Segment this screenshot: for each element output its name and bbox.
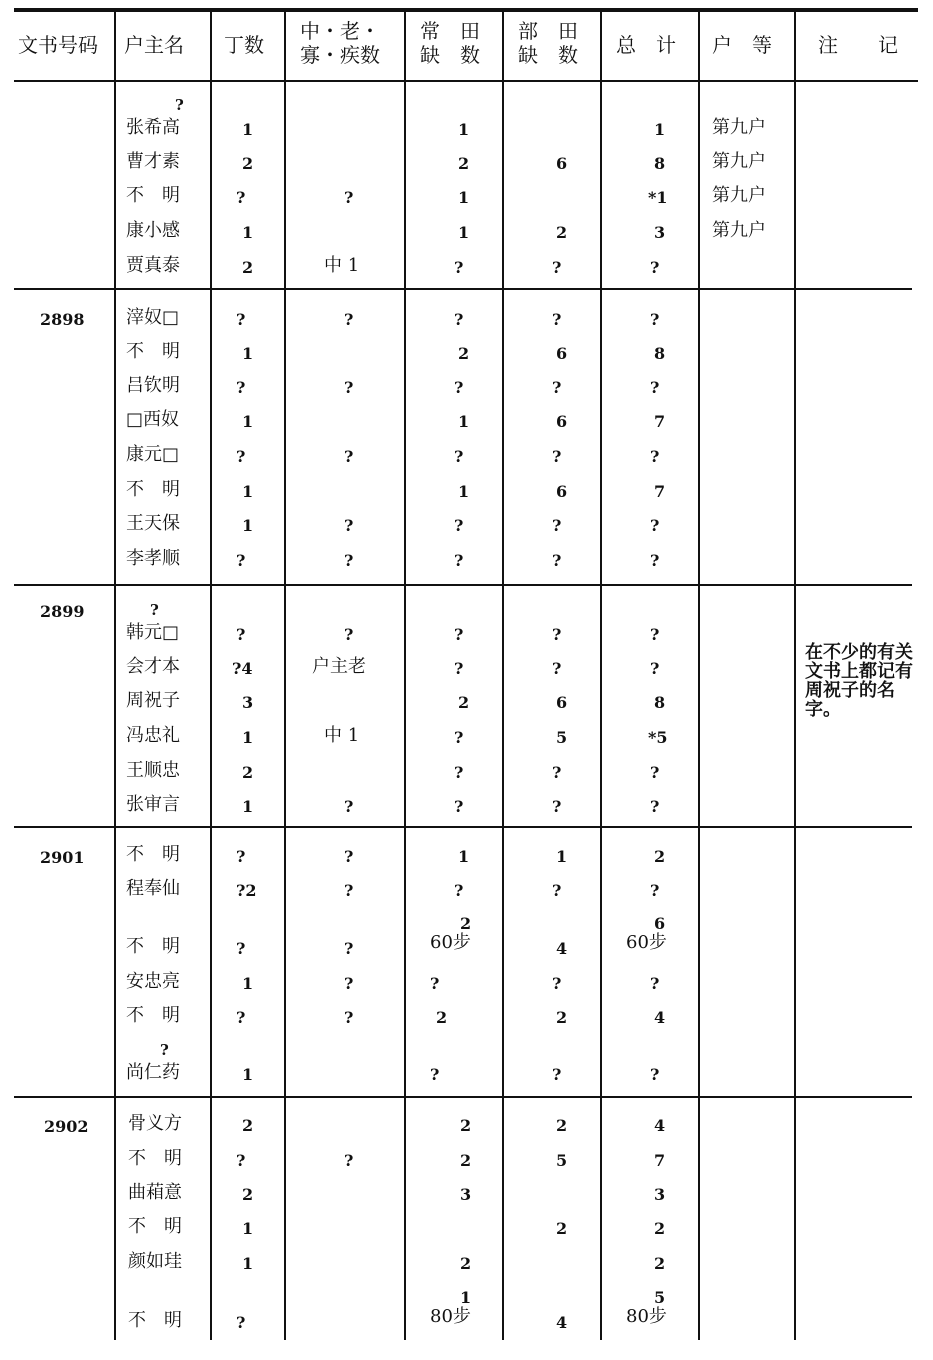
chang-deficit: 1 xyxy=(458,188,470,207)
chang-deficit: ? xyxy=(430,974,440,993)
total: 4 xyxy=(654,1008,666,1027)
total: 8 xyxy=(654,154,666,173)
total: ? xyxy=(650,1065,660,1084)
bu-deficit: 6 xyxy=(556,154,568,173)
total: ? xyxy=(650,516,660,535)
bu-deficit: 5 xyxy=(556,1151,568,1170)
chang-deficit: ? xyxy=(454,881,464,900)
chang-deficit: 2 xyxy=(458,344,470,363)
bu-deficit: 6 xyxy=(556,412,568,431)
header-total: 总 计 xyxy=(616,33,676,57)
zhong-count: 中 1 xyxy=(324,255,360,276)
annotation-note: 在不少的有关文书上都记有周祝子的名字。 xyxy=(805,642,913,720)
header-bu-line2: 缺 数 xyxy=(518,43,578,67)
head-name: 会才本 xyxy=(126,656,180,677)
total: *1 xyxy=(648,188,668,207)
total: ? xyxy=(650,625,660,644)
group-rule xyxy=(14,826,912,828)
total: 7 xyxy=(654,412,666,431)
head-name: 王顺忠 xyxy=(126,760,180,781)
header-doc-no: 文书号码 xyxy=(18,33,98,57)
bu-deficit: 6 xyxy=(556,693,568,712)
total: 8 xyxy=(654,344,666,363)
chang-deficit: 2 xyxy=(458,693,470,712)
header-head-name: 户主名 xyxy=(124,33,184,57)
zhong-count: ? xyxy=(344,881,354,900)
group-rule xyxy=(14,288,912,290)
chang-deficit: ? xyxy=(454,551,464,570)
chang-deficit: ? xyxy=(454,625,464,644)
head-name: 骨义方 xyxy=(128,1113,182,1134)
head-name: 不 明 xyxy=(126,341,180,362)
zhong-count: ? xyxy=(344,516,354,535)
head-name: 冯忠礼 xyxy=(126,725,180,746)
chang-deficit-steps: 80步 xyxy=(430,1306,471,1327)
zhong-count: ? xyxy=(344,939,354,958)
bu-deficit: ? xyxy=(552,551,562,570)
total: ? xyxy=(650,310,660,329)
bu-deficit: 2 xyxy=(556,223,568,242)
total: ? xyxy=(650,378,660,397)
zhong-count: 中 1 xyxy=(324,725,360,746)
name-uncertain-mark: ? xyxy=(175,96,184,114)
bu-deficit: ? xyxy=(552,310,562,329)
head-name: 不 明 xyxy=(126,479,180,500)
total: ? xyxy=(650,881,660,900)
ding-count: 2 xyxy=(242,258,254,277)
ding-count: 2 xyxy=(242,1185,254,1204)
head-name: 不 明 xyxy=(128,1310,182,1331)
header-note: 注 记 xyxy=(818,33,898,57)
head-name: 滓奴□ xyxy=(126,307,180,328)
header-chang-line2: 缺 数 xyxy=(420,43,480,67)
ding-count: ?2 xyxy=(236,881,257,900)
head-name: 张希高 xyxy=(126,117,180,138)
ding-count: ? xyxy=(236,1313,246,1332)
chang-deficit: 2 xyxy=(460,1151,472,1170)
chang-deficit: ? xyxy=(430,1065,440,1084)
zhong-count: ? xyxy=(344,1151,354,1170)
head-name: 周祝子 xyxy=(126,690,180,711)
head-name: 曲葙意 xyxy=(128,1182,182,1203)
doc-number: 2898 xyxy=(40,310,85,329)
ding-count: 1 xyxy=(242,223,254,242)
head-name: 王天保 xyxy=(126,513,180,534)
name-uncertain-mark: ? xyxy=(160,1041,169,1059)
chang-deficit: ? xyxy=(454,763,464,782)
head-name: 不 明 xyxy=(128,1148,182,1169)
ding-count: ? xyxy=(236,1151,246,1170)
head-name: 不 明 xyxy=(126,1005,180,1026)
zhong-count: ? xyxy=(344,625,354,644)
ding-count: ? xyxy=(236,188,246,207)
ding-count: 1 xyxy=(242,516,254,535)
zhong-count: ? xyxy=(344,1008,354,1027)
total: ? xyxy=(650,258,660,277)
household-grade: 第九户 xyxy=(712,185,766,206)
top-rule xyxy=(14,8,918,12)
head-name: 不 明 xyxy=(126,936,180,957)
chang-deficit: 2 xyxy=(458,154,470,173)
total: *5 xyxy=(648,728,668,747)
total: 2 xyxy=(654,1219,666,1238)
doc-number: 2902 xyxy=(44,1117,89,1136)
bu-deficit: ? xyxy=(552,378,562,397)
chang-deficit: 1 xyxy=(458,412,470,431)
zhong-count: ? xyxy=(344,974,354,993)
column-rule xyxy=(284,12,286,1340)
bu-deficit: ? xyxy=(552,881,562,900)
column-rule xyxy=(600,12,602,1340)
total: 4 xyxy=(654,1116,666,1135)
chang-deficit: 1 xyxy=(458,223,470,242)
zhong-count: ? xyxy=(344,847,354,866)
bu-deficit: ? xyxy=(552,516,562,535)
chang-deficit: 2 xyxy=(460,1116,472,1135)
chang-deficit: ? xyxy=(454,659,464,678)
head-name: 不 明 xyxy=(128,1216,182,1237)
total: ? xyxy=(650,797,660,816)
ding-count: 1 xyxy=(242,1065,254,1084)
bu-deficit: ? xyxy=(552,625,562,644)
chang-deficit: 2 xyxy=(436,1008,448,1027)
total: 7 xyxy=(654,482,666,501)
household-grade: 第九户 xyxy=(712,117,766,138)
head-name: 康元□ xyxy=(126,444,180,465)
zhong-count: 户主老 xyxy=(312,656,366,677)
ding-count: 1 xyxy=(242,1219,254,1238)
bu-deficit: ? xyxy=(552,659,562,678)
column-rule xyxy=(114,12,116,1340)
bu-deficit: 2 xyxy=(556,1219,568,1238)
head-name: 程奉仙 xyxy=(126,878,180,899)
chang-deficit: ? xyxy=(454,310,464,329)
doc-number: 2899 xyxy=(40,602,85,621)
head-name: 尚仁药 xyxy=(126,1062,180,1083)
name-uncertain-mark: ? xyxy=(150,601,159,619)
group-rule xyxy=(14,1096,912,1098)
ding-count: ?4 xyxy=(232,659,253,678)
head-name: 贾真泰 xyxy=(126,255,180,276)
head-name: 吕钦明 xyxy=(126,375,180,396)
head-name: 不 明 xyxy=(126,185,180,206)
total-steps: 60步 xyxy=(626,932,667,953)
group-rule xyxy=(14,584,912,586)
bu-deficit: ? xyxy=(552,974,562,993)
household-grade: 第九户 xyxy=(712,151,766,172)
header-hudeng: 户 等 xyxy=(712,33,772,57)
bu-deficit: ? xyxy=(552,763,562,782)
total: 3 xyxy=(654,223,666,242)
ding-count: 1 xyxy=(242,797,254,816)
head-name: 李孝顺 xyxy=(126,548,180,569)
chang-deficit: 1 xyxy=(458,120,470,139)
head-name: 曹才素 xyxy=(126,151,180,172)
chang-deficit: ? xyxy=(454,258,464,277)
header-rule xyxy=(14,80,918,82)
head-name: 韩元□ xyxy=(126,622,180,643)
ding-count: ? xyxy=(236,551,246,570)
total: ? xyxy=(650,659,660,678)
ding-count: ? xyxy=(236,1008,246,1027)
chang-deficit: ? xyxy=(454,728,464,747)
header-bu-line1: 部 田 xyxy=(518,19,578,43)
total: ? xyxy=(650,763,660,782)
column-rule xyxy=(404,12,406,1340)
bu-deficit: 5 xyxy=(556,728,568,747)
ding-count: 2 xyxy=(242,763,254,782)
ding-count: 1 xyxy=(242,974,254,993)
chang-deficit-steps: 60步 xyxy=(430,932,471,953)
chang-deficit: ? xyxy=(454,797,464,816)
bu-deficit: ? xyxy=(552,797,562,816)
total: ? xyxy=(650,974,660,993)
chang-deficit: ? xyxy=(454,516,464,535)
chang-deficit: 1 xyxy=(460,1288,472,1307)
chang-deficit: 3 xyxy=(460,1185,472,1204)
chang-deficit: 2 xyxy=(460,1254,472,1273)
total: ? xyxy=(650,551,660,570)
header-chang-line1: 常 田 xyxy=(420,19,480,43)
ding-count: 2 xyxy=(242,1116,254,1135)
total: ? xyxy=(650,447,660,466)
total: 7 xyxy=(654,1151,666,1170)
head-name: 不 明 xyxy=(126,844,180,865)
ding-count: 3 xyxy=(242,693,254,712)
total: 5 xyxy=(654,1288,666,1307)
zhong-count: ? xyxy=(344,447,354,466)
total: 6 xyxy=(654,914,666,933)
bu-deficit: 4 xyxy=(556,1313,568,1332)
ding-count: ? xyxy=(236,847,246,866)
ding-count: 1 xyxy=(242,412,254,431)
zhong-count: ? xyxy=(344,310,354,329)
ding-count: ? xyxy=(236,447,246,466)
bu-deficit: 1 xyxy=(556,847,568,866)
zhong-count: ? xyxy=(344,188,354,207)
head-name: □西奴 xyxy=(126,409,180,430)
zhong-count: ? xyxy=(344,378,354,397)
head-name: 安忠亮 xyxy=(126,971,180,992)
ding-count: 1 xyxy=(242,344,254,363)
ding-count: 2 xyxy=(242,154,254,173)
bu-deficit: ? xyxy=(552,447,562,466)
ding-count: 1 xyxy=(242,1254,254,1273)
ding-count: 1 xyxy=(242,120,254,139)
bu-deficit: 4 xyxy=(556,939,568,958)
header-zhong-line2: 寡・疾数 xyxy=(300,43,380,67)
bu-deficit: 6 xyxy=(556,482,568,501)
bu-deficit: 2 xyxy=(556,1008,568,1027)
chang-deficit: ? xyxy=(454,447,464,466)
header-zhong-line1: 中・老・ xyxy=(300,19,380,43)
total: 1 xyxy=(654,120,666,139)
chang-deficit: 2 xyxy=(460,914,472,933)
zhong-count: ? xyxy=(344,797,354,816)
ding-count: ? xyxy=(236,939,246,958)
chang-deficit: 1 xyxy=(458,482,470,501)
chang-deficit: ? xyxy=(454,378,464,397)
chang-deficit: 1 xyxy=(458,847,470,866)
header-ding: 丁数 xyxy=(224,33,264,57)
ding-count: 1 xyxy=(242,728,254,747)
ding-count: ? xyxy=(236,310,246,329)
head-name: 张审言 xyxy=(126,794,180,815)
total-steps: 80步 xyxy=(626,1306,667,1327)
head-name: 康小感 xyxy=(126,220,180,241)
ding-count: ? xyxy=(236,378,246,397)
household-grade: 第九户 xyxy=(712,220,766,241)
doc-number: 2901 xyxy=(40,848,85,867)
bu-deficit: 6 xyxy=(556,344,568,363)
total: 8 xyxy=(654,693,666,712)
bu-deficit: ? xyxy=(552,1065,562,1084)
total: 2 xyxy=(654,847,666,866)
ding-count: 1 xyxy=(242,482,254,501)
head-name: 颜如珪 xyxy=(128,1251,182,1272)
zhong-count: ? xyxy=(344,551,354,570)
total: 2 xyxy=(654,1254,666,1273)
total: 3 xyxy=(654,1185,666,1204)
bu-deficit: 2 xyxy=(556,1116,568,1135)
column-rule xyxy=(698,12,700,1340)
column-rule xyxy=(502,12,504,1340)
bu-deficit: ? xyxy=(552,258,562,277)
ding-count: ? xyxy=(236,625,246,644)
column-rule xyxy=(210,12,212,1340)
column-rule xyxy=(794,12,796,1340)
